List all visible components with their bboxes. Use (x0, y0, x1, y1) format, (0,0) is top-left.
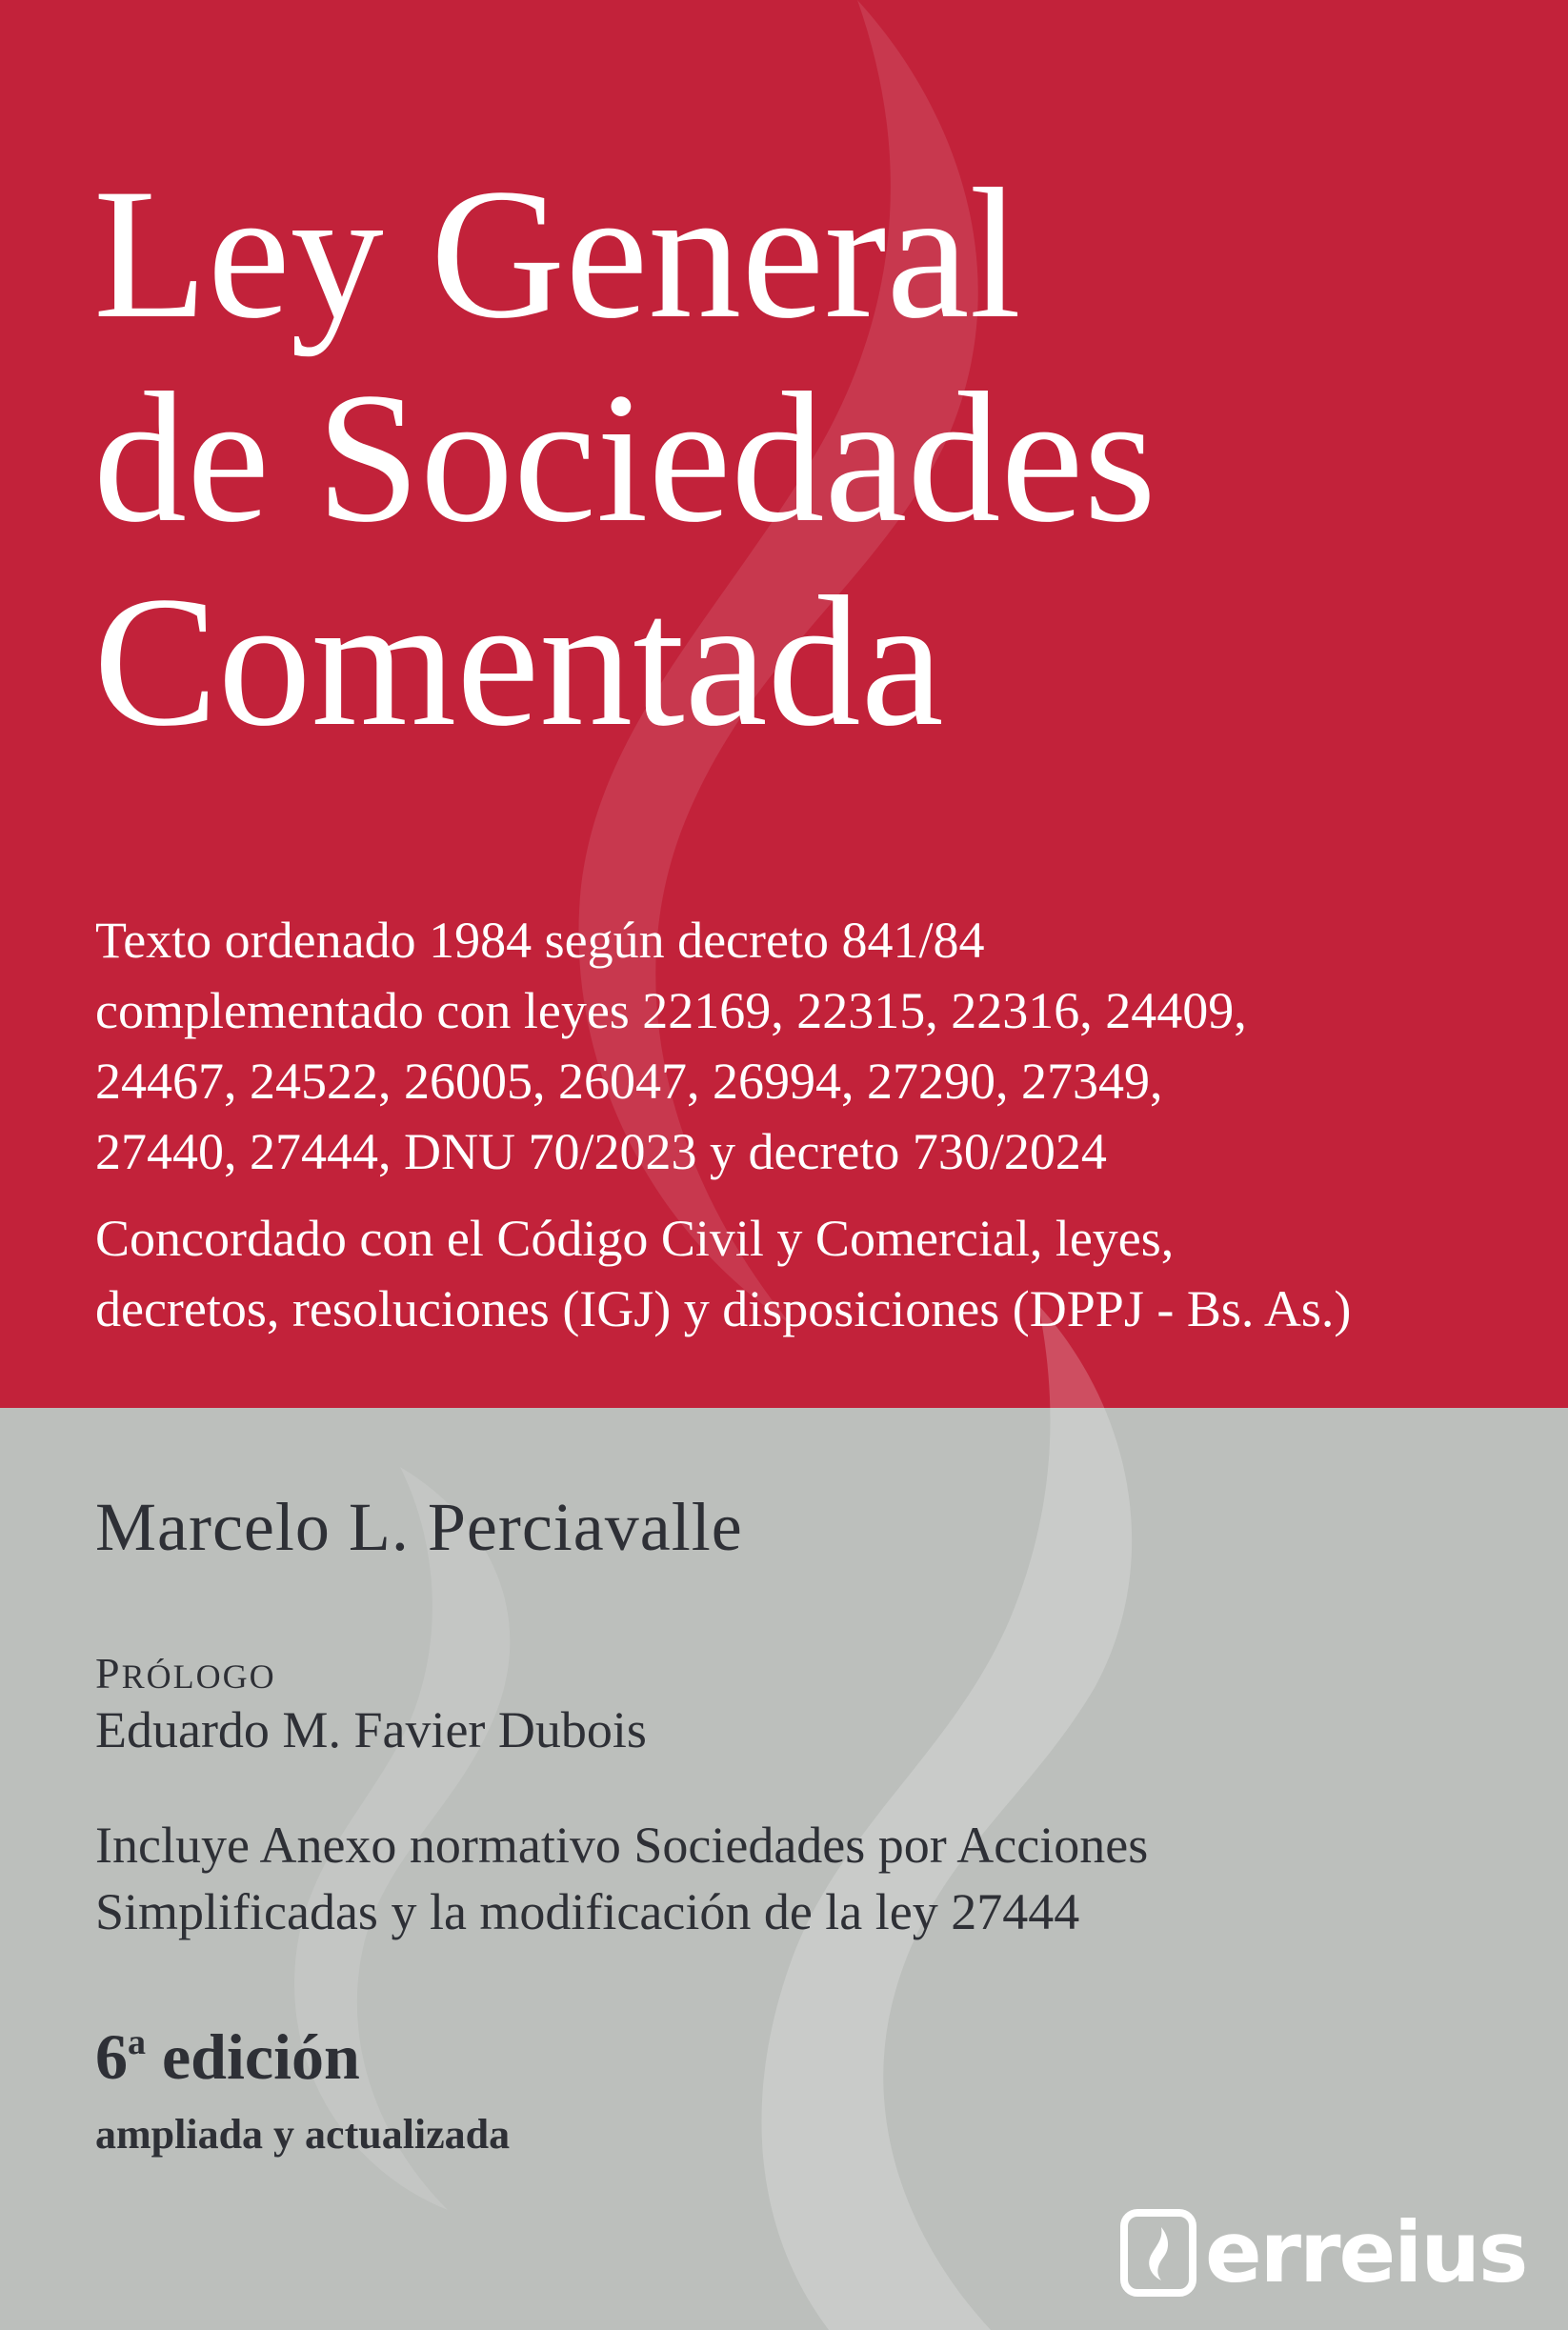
flame-logo-icon (1119, 2208, 1197, 2298)
description-line: complementado con leyes 22169, 22315, 22316, 24409, (95, 982, 1247, 1039)
prologue-author: Eduardo M. Favier Dubois (95, 1701, 647, 1758)
edition-label (95, 2019, 360, 2095)
concordance-line: decretos, resoluciones (IGJ) y disposiciones (DPPJ - Bs. As.) (95, 1280, 1352, 1337)
concordance-line: Concordado con el Código Civil y Comercial, leyes, (95, 1210, 1175, 1267)
prologue-label-rest: RÓLOGO (121, 1657, 276, 1696)
edition-number: 6 (95, 2020, 128, 2093)
description-line: 27440, 27444, DNU 70/2023 y decreto 730/2024 (95, 1123, 1107, 1180)
description-line: 24467, 24522, 26005, 26047, 26994, 27290, 27349, (95, 1053, 1163, 1110)
edition-ordinal: a (128, 2022, 146, 2062)
concordance-description (95, 1203, 1351, 1344)
prologue-label-initial: P (95, 1649, 122, 1697)
publisher-name: erreius (1205, 2203, 1527, 2301)
includes-note (95, 1812, 1148, 1945)
title-line: Ley General (93, 151, 1021, 357)
includes-line: Simplificadas y la modificación de la ley 27444 (95, 1883, 1080, 1940)
edition-note: ampliada y actualizada (95, 2111, 511, 2158)
legal-basis-description (95, 905, 1247, 1187)
title-line: Comentada (93, 558, 944, 765)
description-line: Texto ordenado 1984 según decreto 841/84 (95, 912, 985, 969)
prologue-label (95, 1648, 276, 1698)
publisher-logo (1119, 2203, 1527, 2301)
author-name: Marcelo L. Perciavalle (95, 1489, 743, 1565)
book-title (93, 152, 1156, 764)
includes-line: Incluye Anexo normativo Sociedades por Acciones (95, 1817, 1149, 1874)
edition-word: edición (162, 2020, 360, 2093)
title-line: de Sociedades (93, 354, 1156, 561)
